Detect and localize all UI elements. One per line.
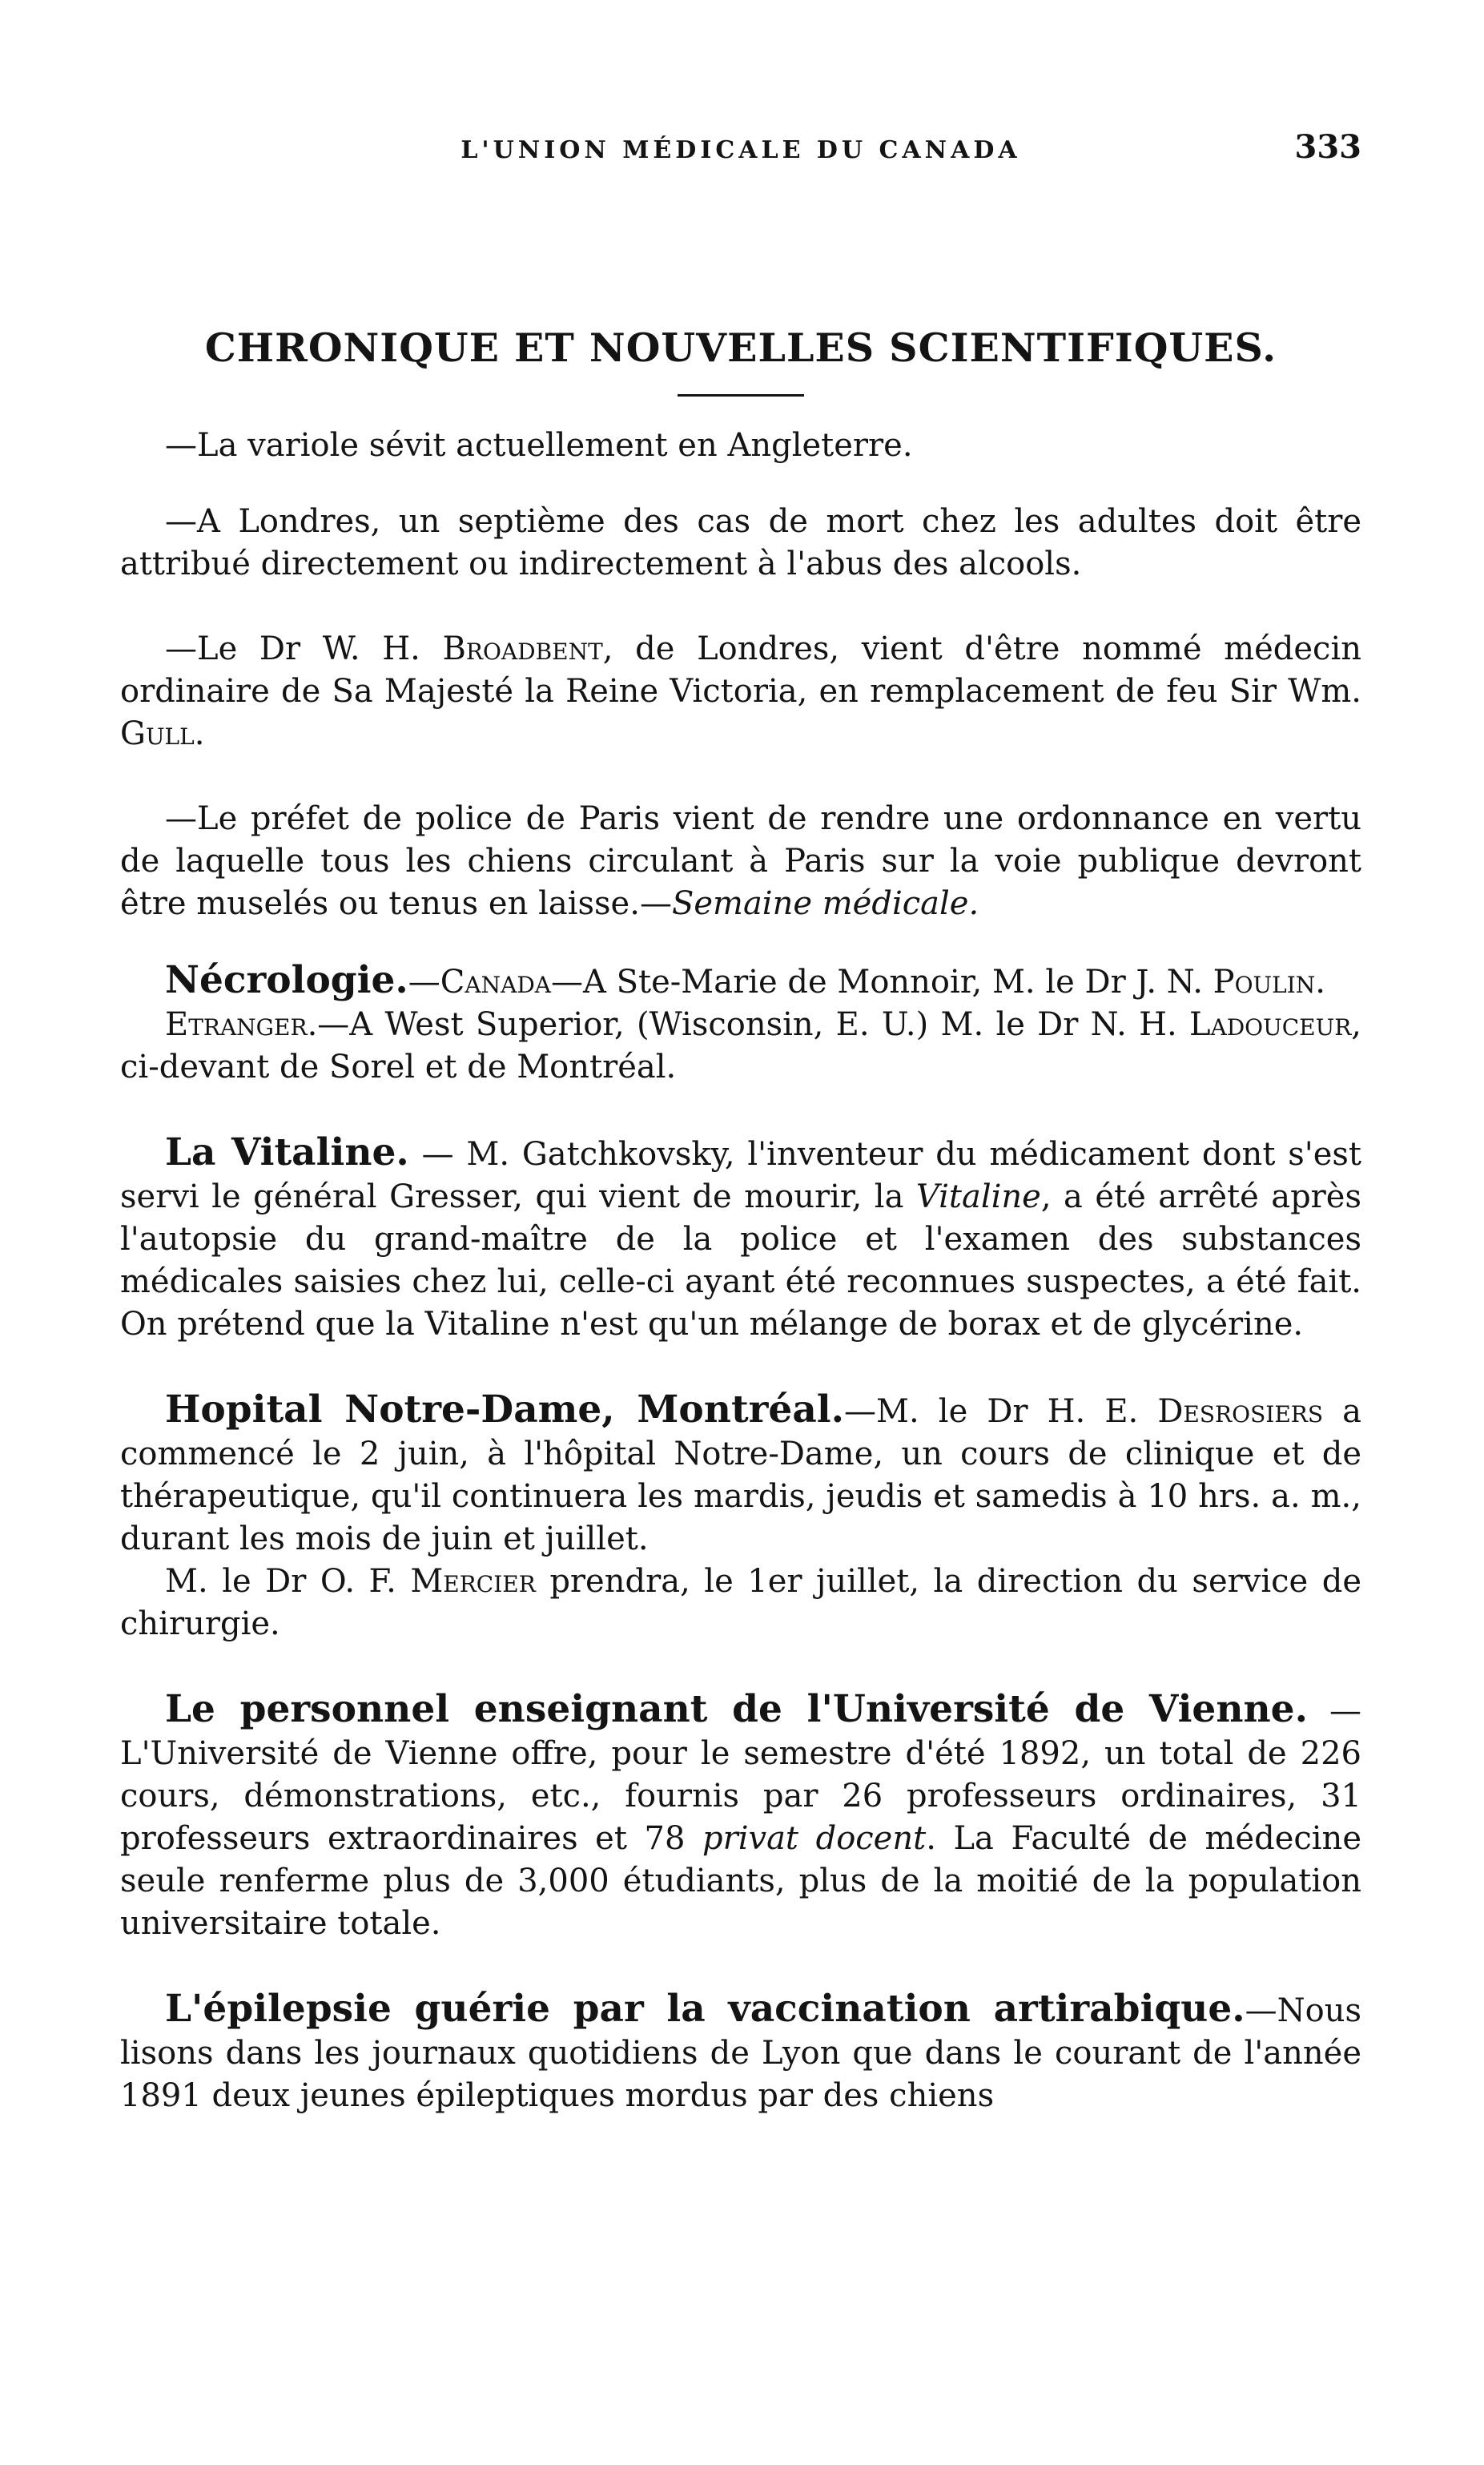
- title-rule: [678, 394, 804, 397]
- necrologie-text2: .—A West Superior, (Wisconsin, E. U.) M. le Dr N. H.: [307, 1006, 1189, 1043]
- vienne-term: privat docent: [702, 1820, 927, 1857]
- necrologie-end2: , ci-devant de Sorel et de Montréal.: [120, 1006, 1361, 1085]
- paragraph-necrologie-etranger: [120, 1004, 1361, 1089]
- vitaline-text2: , a été arrêté après l'autopsie du grand-maître de la police et l'examen des substances médicales saisies chez lui, celle-ci ayant été reconnues suspectes, a été fait. On prétend que la Vitaline n'est qu'un mélange de borax et de glycérine.: [120, 1178, 1361, 1343]
- mercier-text4: prendra, le 1er juillet, la direction du service de chirurgie.: [120, 1563, 1362, 1642]
- paragraph-epilepsie: [120, 1988, 1361, 2117]
- broadbent-middle: , de Londres, vient d'être nommé médecin ordinaire de Sa Majesté la Reine Victoria, en remplacement de feu Sir Wm.: [120, 630, 1362, 710]
- paragraph-broadbent: [120, 628, 1361, 755]
- gull-name: Gull: [120, 715, 195, 752]
- mercier-name: Mercier: [410, 1563, 536, 1600]
- hopital-heading: Hopital Notre-Dame, Montréal.: [165, 1388, 844, 1432]
- broadbent-end: .: [194, 715, 205, 752]
- epilepsie-heading: L'épilepsie guérie par la vaccination artirabique.: [165, 1987, 1245, 2031]
- necrologie-end1: .: [1315, 964, 1326, 1001]
- vienne-text1: — L'Université de Vienne offre, pour le semestre d'été 1892, un total de 226 cours, démonstrations, etc., fournis par 26 professeurs ordinaires, 31 professeurs extraordinaires et 78: [120, 1693, 1361, 1857]
- mercier-text3: M. le Dr O. F.: [165, 1563, 411, 1600]
- vitaline-text1: — M. Gatchkovsky, l'inventeur du médicament dont s'est servi le général Gresser, qui vient de mourir, la: [120, 1136, 1361, 1215]
- hopital-text2: a commencé le 2 juin, à l'hôpital Notre-Dame, un cours de clinique et de thérapeutique, qu'il continuera les mardis, jeudis et samedis à 10 hrs. a. m., durant les mois de juin et juillet.: [120, 1393, 1361, 1557]
- prefet-source: Semaine médicale.: [671, 885, 979, 922]
- running-head: [120, 128, 1361, 176]
- section-title: CHRONIQUE ET NOUVELLES SCIENTIFIQUES.: [204, 324, 1277, 371]
- paragraph-mercier: [120, 1561, 1361, 1645]
- desrosiers-name: Desrosiers: [1157, 1393, 1324, 1430]
- page-number: 333: [1294, 128, 1361, 166]
- paragraph-necrologie-canada: [120, 959, 1361, 1004]
- necrologie-heading: Nécrologie.: [165, 958, 408, 1002]
- hopital-text1: —M. le Dr H. E.: [844, 1393, 1158, 1430]
- broadbent-prefix: —Le Dr W. H.: [165, 630, 443, 667]
- paragraph-variole: —La variole sévit actuellement en Angleterre.: [165, 427, 913, 464]
- broadbent-name: Broadbent: [442, 630, 603, 667]
- necrologie-dash: —: [408, 964, 440, 1001]
- necrologie-text1: —A Ste-Marie de Monnoir, M. le Dr J. N.: [551, 964, 1213, 1001]
- paragraph-hopital: [120, 1388, 1361, 1561]
- vienne-text2: . La Faculté de médecine seule renferme plus de 3,000 étudiants, plus de la moitié de la population universitaire totale.: [120, 1820, 1361, 1942]
- vienne-heading: Le personnel enseignant de l'Université de Vienne.: [165, 1687, 1308, 1731]
- running-title: L'UNION MÉDICALE DU CANADA: [460, 136, 1021, 164]
- necrologie-canada: Canada: [440, 964, 551, 1001]
- ladouceur-name: Ladouceur: [1188, 1006, 1352, 1043]
- paragraph-prefet: [120, 798, 1361, 925]
- paragraph-vitaline: [120, 1131, 1361, 1346]
- article-body: [120, 425, 1361, 2117]
- necrologie-etranger: Etranger: [165, 1006, 308, 1043]
- vitaline-drug: Vitaline: [915, 1178, 1041, 1215]
- epilepsie-text1: —Nous lisons dans les journaux quotidiens de Lyon que dans le courant de l'année 1891 deux jeunes épileptiques mordus par des chiens: [120, 1992, 1361, 2114]
- vitaline-heading: La Vitaline.: [165, 1130, 409, 1174]
- poulin-name: Poulin: [1213, 964, 1316, 1001]
- paragraph-vienne: [120, 1688, 1361, 1945]
- paragraph-londres: —A Londres, un septième des cas de mort chez les adultes doit être attribué directement ou indirectement à l'abus des alcools.: [120, 503, 1361, 582]
- prefet-text: —Le préfet de police de Paris vient de rendre une ordonnance en vertu de laquelle tous les chiens circulant à Paris sur la voie publique devront être muselés ou tenus en laisse.—: [120, 800, 1361, 922]
